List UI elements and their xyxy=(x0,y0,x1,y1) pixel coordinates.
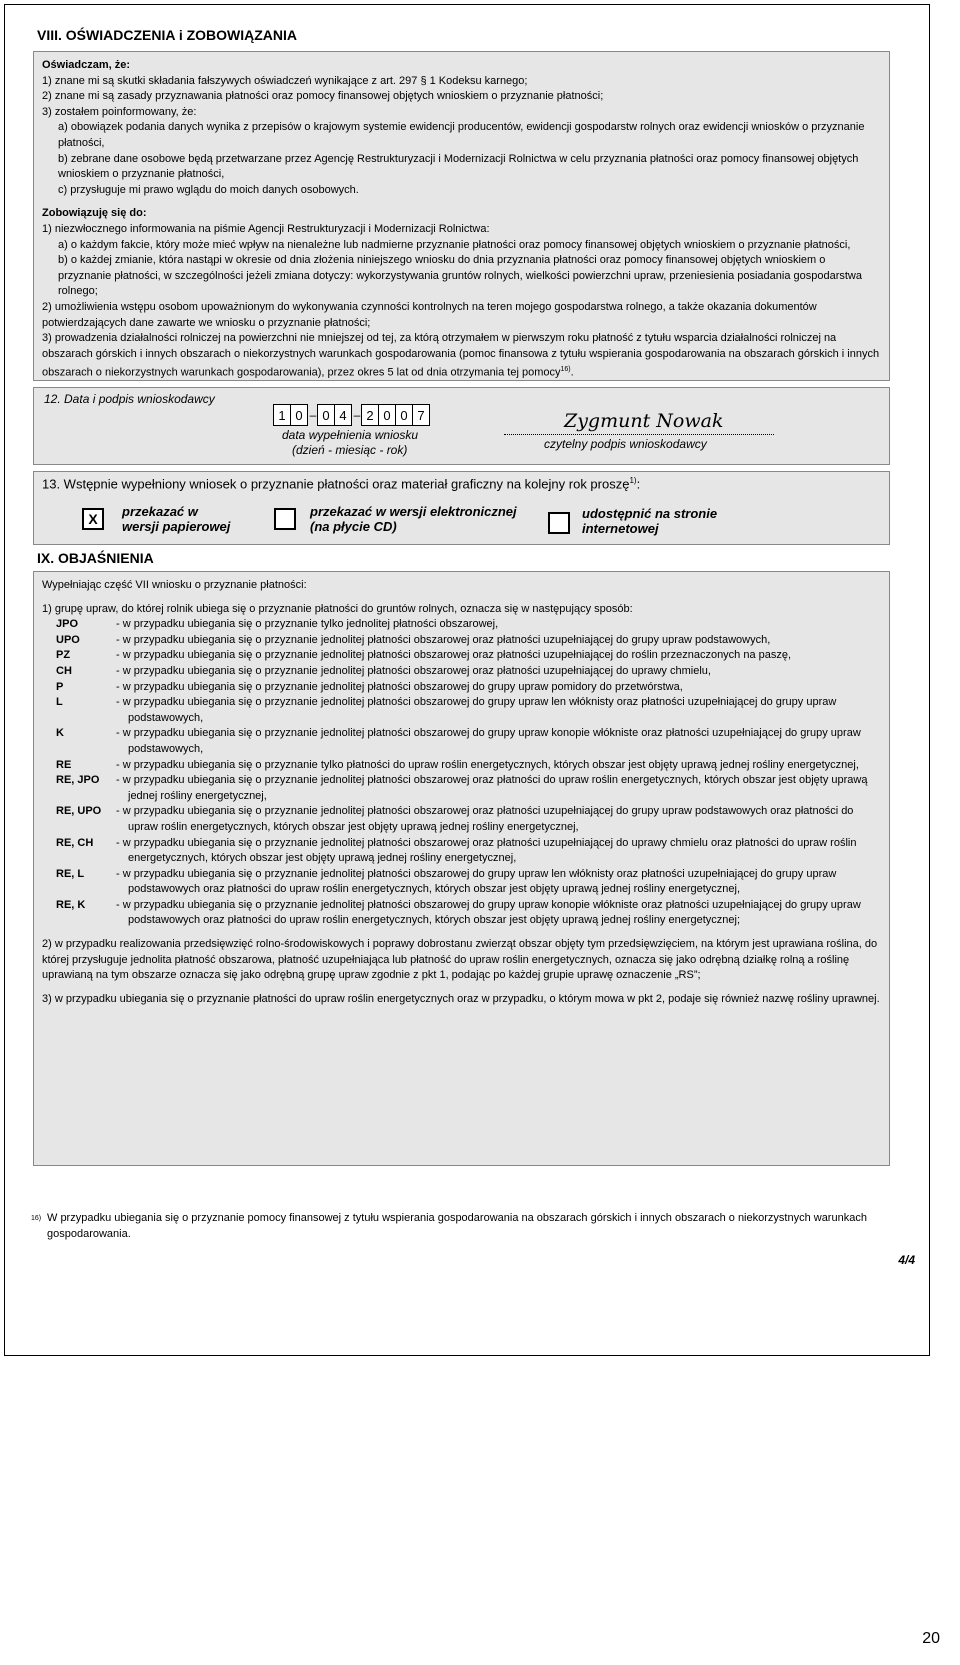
date-format-caption: (dzień - miesiąc - rok) xyxy=(292,443,408,457)
commit-item-3-text: 3) prowadzenia działalności rolniczej na powierzchni nie mniejszej od tej, za którą otrzymałem w pierwszym roku płatność z tytułu wsparcia działalności rolniczej na obszarach górskich i innych obszarach o niekorzystnych warunkach gospodarowania (pomoc finansowa z tytułu wspierania gospodarowania na obszarach górskich i innych obszarach o niekorzystnych warunkach gospodarowania), przez okres 5 lat od dnia otrzymania tej pomocy xyxy=(42,332,880,379)
declare-item-2: 2) znane mi są zasady przyznawania płatności oraz pomocy finansowej objętych wnioskiem o przyznanie płatności; xyxy=(42,90,604,103)
crop-group-code: RE, UPO xyxy=(56,805,102,818)
crop-group-code-row xyxy=(42,804,881,835)
section-13-box xyxy=(33,471,890,545)
crop-group-code: K xyxy=(56,727,64,740)
explanation-point-1: 1) grupę upraw, do której rolnik ubiega się o przyznanie płatności do gruntów rolnych, oznacza się w następujący sposób: xyxy=(42,602,633,615)
crop-group-code-row xyxy=(42,836,881,867)
explanation-point-3: 3) w przypadku ubiegania się o przyznanie płatności do upraw roślin energetycznych oraz w przypadku, o którym mowa w pkt 2, podaje się również nazwę rośliny uprawnej. xyxy=(42,992,880,1005)
crop-group-description: - w przypadku ubiegania się o przyznanie jednolitej płatności obszarowej oraz płatności do upraw roślin energetycznych, których obszar jest objęty uprawą jednej rośliny energetycznej, xyxy=(116,774,868,802)
crop-group-description: - w przypadku ubiegania się o przyznanie jednolitej płatności obszarowej do grupy upraw len włóknisty oraz płatności uzupełniającej do grupy upraw podstawowych, xyxy=(116,696,837,724)
date-digit: 0 xyxy=(378,404,396,426)
option-paper-label xyxy=(122,504,230,534)
section-13-text: 13. Wstępnie wypełniony wniosek o przyznanie płatności oraz materiał graficzny na kolejny rok proszę xyxy=(42,476,630,492)
crop-group-description: - w przypadku ubiegania się o przyznanie jednolitej płatności obszarowej oraz płatności uzupełniającej do roślin przeznaczonych na paszę, xyxy=(116,649,792,662)
declare-item-1: 1) znane mi są skutki składania fałszywych oświadczeń wynikające z art. 297 § 1 Kodeksu karnego; xyxy=(42,74,528,87)
crop-group-code-row xyxy=(42,648,881,664)
declare-subitem-b: b) zebrane dane osobowe będą przetwarzane przez Agencję Restrukturyzacji i Modernizacji Rolnictwa w celu przyznania płatności oraz pomocy finansowej objętych wnioskiem o przyznanie płatności, xyxy=(58,152,859,181)
signature-caption: czytelny podpis wnioskodawcy xyxy=(544,437,707,451)
crop-group-code: JPO xyxy=(56,618,79,631)
crop-group-description: - w przypadku ubiegania się o przyznanie jednolitej płatności obszarowej oraz płatności uzupełniającej do uprawy chmielu, xyxy=(116,664,711,677)
crop-group-description: - w przypadku ubiegania się o przyznanie jednolitej płatności obszarowej do grupy upraw pomidory do przetwórstwa, xyxy=(116,680,683,693)
option-internet-checkbox[interactable] xyxy=(548,512,570,534)
date-separator: – xyxy=(353,408,361,422)
crop-group-code: RE, K xyxy=(56,898,86,911)
crop-group-description: - w przypadku ubiegania się o przyznanie tylko płatności do upraw roślin energetycznych, których obszar jest objęty uprawą jednej rośliny energetycznej, xyxy=(116,758,859,771)
crop-group-code: RE, JPO xyxy=(56,774,100,787)
crop-group-description: - w przypadku ubiegania się o przyznanie jednolitej płatności obszarowej do grupy upraw konopie włókniste oraz płatności uzupełniającej do grupy upraw podstawowych oraz płatności do upraw roślin energetycznych, których obszar jest objęty uprawą jednej rośliny energetycznej; xyxy=(116,898,861,927)
crop-group-code: CH xyxy=(56,664,72,677)
crop-group-code-row xyxy=(42,617,881,633)
date-digit: 0 xyxy=(290,404,308,426)
declare-heading: Oświadczam, że: xyxy=(42,59,131,71)
crop-group-code-row xyxy=(42,680,881,696)
footnote-marker: 16) xyxy=(31,1215,42,1222)
date-field[interactable] xyxy=(274,404,430,426)
footnote xyxy=(31,1211,871,1242)
crop-group-code-row xyxy=(42,773,881,804)
option-cd-line2: (na płycie CD) xyxy=(310,519,397,534)
crop-group-code: L xyxy=(56,696,63,709)
page-of-label: 4/4 xyxy=(898,1253,915,1267)
date-digit: 2 xyxy=(361,404,379,426)
option-internet-line1: udostępnić na stronie xyxy=(582,506,718,521)
commit-item-2: 2) umożliwienia wstępu osobom upoważnionym do wykonywania czynności kontrolnych na teren mojego gospodarstwa rolnego, a także okazania dokumentów potwierdzających dane zawarte we wniosku o przyznanie płatności; xyxy=(42,300,817,329)
date-caption: data wypełnienia wniosku xyxy=(282,428,419,442)
crop-group-code: P xyxy=(56,680,64,693)
crop-group-code-row xyxy=(42,695,881,726)
section-12-label: 12. Data i podpis wnioskodawcy xyxy=(44,392,215,406)
crop-group-code: UPO xyxy=(56,633,80,646)
crop-group-code: RE, L xyxy=(56,867,85,880)
option-paper-line1: przekazać w xyxy=(122,504,198,519)
crop-group-code-list xyxy=(42,617,881,929)
section-9-box xyxy=(33,571,890,1166)
crop-group-code-row xyxy=(42,758,881,774)
commit-subitem-b: b) o każdej zmianie, która nastąpi w okresie od dnia złożenia niniejszego wniosku do dnia przyznania płatności oraz pomocy finansowej objętych wnioskiem o przyznanie płatności, w szczególności jeżeli zmiana dotyczy: wykorzystywania gruntów rolnych, wielkości powierzchni upraw, przeniesienia posiadania gospodarstwa rolnego; xyxy=(58,254,862,298)
option-internet-label xyxy=(582,506,717,536)
crop-group-description: - w przypadku ubiegania się o przyznanie jednolitej płatności obszarowej do grupy upraw len włóknisty oraz płatności uzupełniającej do grupy upraw podstawowych oraz płatności do upraw roślin energetycznych, których obszar jest objęty uprawą jednej rośliny energetycznej, xyxy=(116,867,837,896)
crop-group-code-row xyxy=(42,633,881,649)
crop-group-code-row xyxy=(42,867,881,898)
option-internet-line2: internetowej xyxy=(582,521,659,536)
option-paper-checkbox[interactable]: X xyxy=(82,508,104,530)
option-paper-line2: wersji papierowej xyxy=(122,519,231,534)
crop-group-description: - w przypadku ubiegania się o przyznanie jednolitej płatności obszarowej do grupy upraw konopie włókniste oraz płatności uzupełniającej do grupy upraw podstawowych, xyxy=(116,727,861,755)
footnote-ref: 1) xyxy=(629,476,637,485)
crop-group-description: - w przypadku ubiegania się o przyznanie jednolitej płatności obszarowej oraz płatności uzupełniającej do uprawy chmielu oraz płatności do upraw roślin energetycznych, których obszar jest objęty uprawą jednej rośliny energetycznej, xyxy=(116,836,857,865)
section-9-title: IX. OBJAŚNIENIA xyxy=(37,550,154,566)
section-13-end: : xyxy=(636,476,641,492)
declare-item-3: 3) zostałem poinformowany, że: xyxy=(42,105,197,118)
declare-subitem-c: c) przysługuje mi prawo wglądu do moich danych osobowych. xyxy=(58,183,359,196)
applicant-signature: Zygmunt Nowak xyxy=(564,410,724,432)
crop-group-code-row xyxy=(42,726,881,757)
crop-group-code: RE, CH xyxy=(56,836,94,849)
crop-group-code-row xyxy=(42,898,881,929)
crop-group-code: PZ xyxy=(56,649,71,662)
option-cd-checkbox[interactable] xyxy=(274,508,296,530)
crop-group-description: - w przypadku ubiegania się o przyznanie jednolitej płatności obszarowej oraz płatności uzupełniającej do grupy upraw podstawowych oraz płatności do upraw roślin energetycznych, których obszar jest objęty uprawą jednej rośliny energetycznej, xyxy=(116,805,854,833)
section-8-box xyxy=(33,51,890,381)
date-digit: 1 xyxy=(273,404,291,426)
date-separator: – xyxy=(309,408,317,422)
form-page xyxy=(4,4,930,1356)
option-cd-line1: przekazać w wersji elektronicznej xyxy=(310,504,517,519)
commit-item-1: 1) niezwłocznego informowania na piśmie Agencji Restrukturyzacji i Modernizacji Rolnictwa: xyxy=(42,222,490,235)
page-number: 20 xyxy=(922,1630,940,1647)
commit-heading: Zobowiązuję się do: xyxy=(42,207,147,220)
commit-subitem-a: a) o każdym fakcie, który może mieć wpływ na nienależne lub nadmierne przyznanie płatności oraz pomocy finansowej objętych wnioskiem o przyznanie płatności, xyxy=(58,238,851,251)
footnote-text: W przypadku ubiegania się o przyznanie pomocy finansowej z tytułu wspierania gospodarowania na obszarach górskich i innych obszarach o niekorzystnych warunkach gospodarowania. xyxy=(47,1212,867,1240)
crop-group-description: - w przypadku ubiegania się o przyznanie jednolitej płatności obszarowej oraz płatności uzupełniającej do grupy upraw podstawowych, xyxy=(116,633,771,646)
crop-group-code-row xyxy=(42,664,881,680)
commit-item-3-end: . xyxy=(570,366,574,379)
explanation-point-2: 2) w przypadku realizowania przedsięwzięć rolno-środowiskowych i poprawy dobrostanu zwierząt obszar objęty tym przedsięwzięciem, na którym jest uprawiana roślina, do której przysługuje jednolita płatność obszarowa, płatność uzupełniająca lub płatność do upraw roślin energetycznych, oznacza się jako odrębną działkę rolną a roślinę uprawianą na tym obszarze oznacza się jako odrębną grupę upraw zgodnie z pkt 1, podając po każdej grupie uprawę oznaczenie „RS”; xyxy=(42,938,878,982)
footnote-ref: 16) xyxy=(560,366,571,374)
date-digit: 4 xyxy=(334,404,352,426)
option-cd-label xyxy=(310,504,517,534)
crop-group-code: RE xyxy=(56,758,72,771)
date-digit: 0 xyxy=(395,404,413,426)
signature-line xyxy=(504,434,774,435)
crop-group-description: - w przypadku ubiegania się o przyznanie tylko jednolitej płatności obszarowej, xyxy=(116,618,499,631)
section-12-box xyxy=(33,387,890,465)
declare-subitem-a: a) obowiązek podania danych wynika z przepisów o krajowym systemie ewidencji producentów, ewidencji gospodarstw rolnych oraz ewidencji wniosków o przyznanie płatności, xyxy=(58,121,865,149)
commit-item-3 xyxy=(42,331,881,381)
explanation-intro: Wypełniając część VII wniosku o przyznanie płatności: xyxy=(42,579,307,591)
section-8-title: VIII. OŚWIADCZENIA i ZOBOWIĄZANIA xyxy=(37,27,298,43)
date-digit: 7 xyxy=(412,404,430,426)
section-13-label xyxy=(42,476,640,491)
date-digit: 0 xyxy=(317,404,335,426)
